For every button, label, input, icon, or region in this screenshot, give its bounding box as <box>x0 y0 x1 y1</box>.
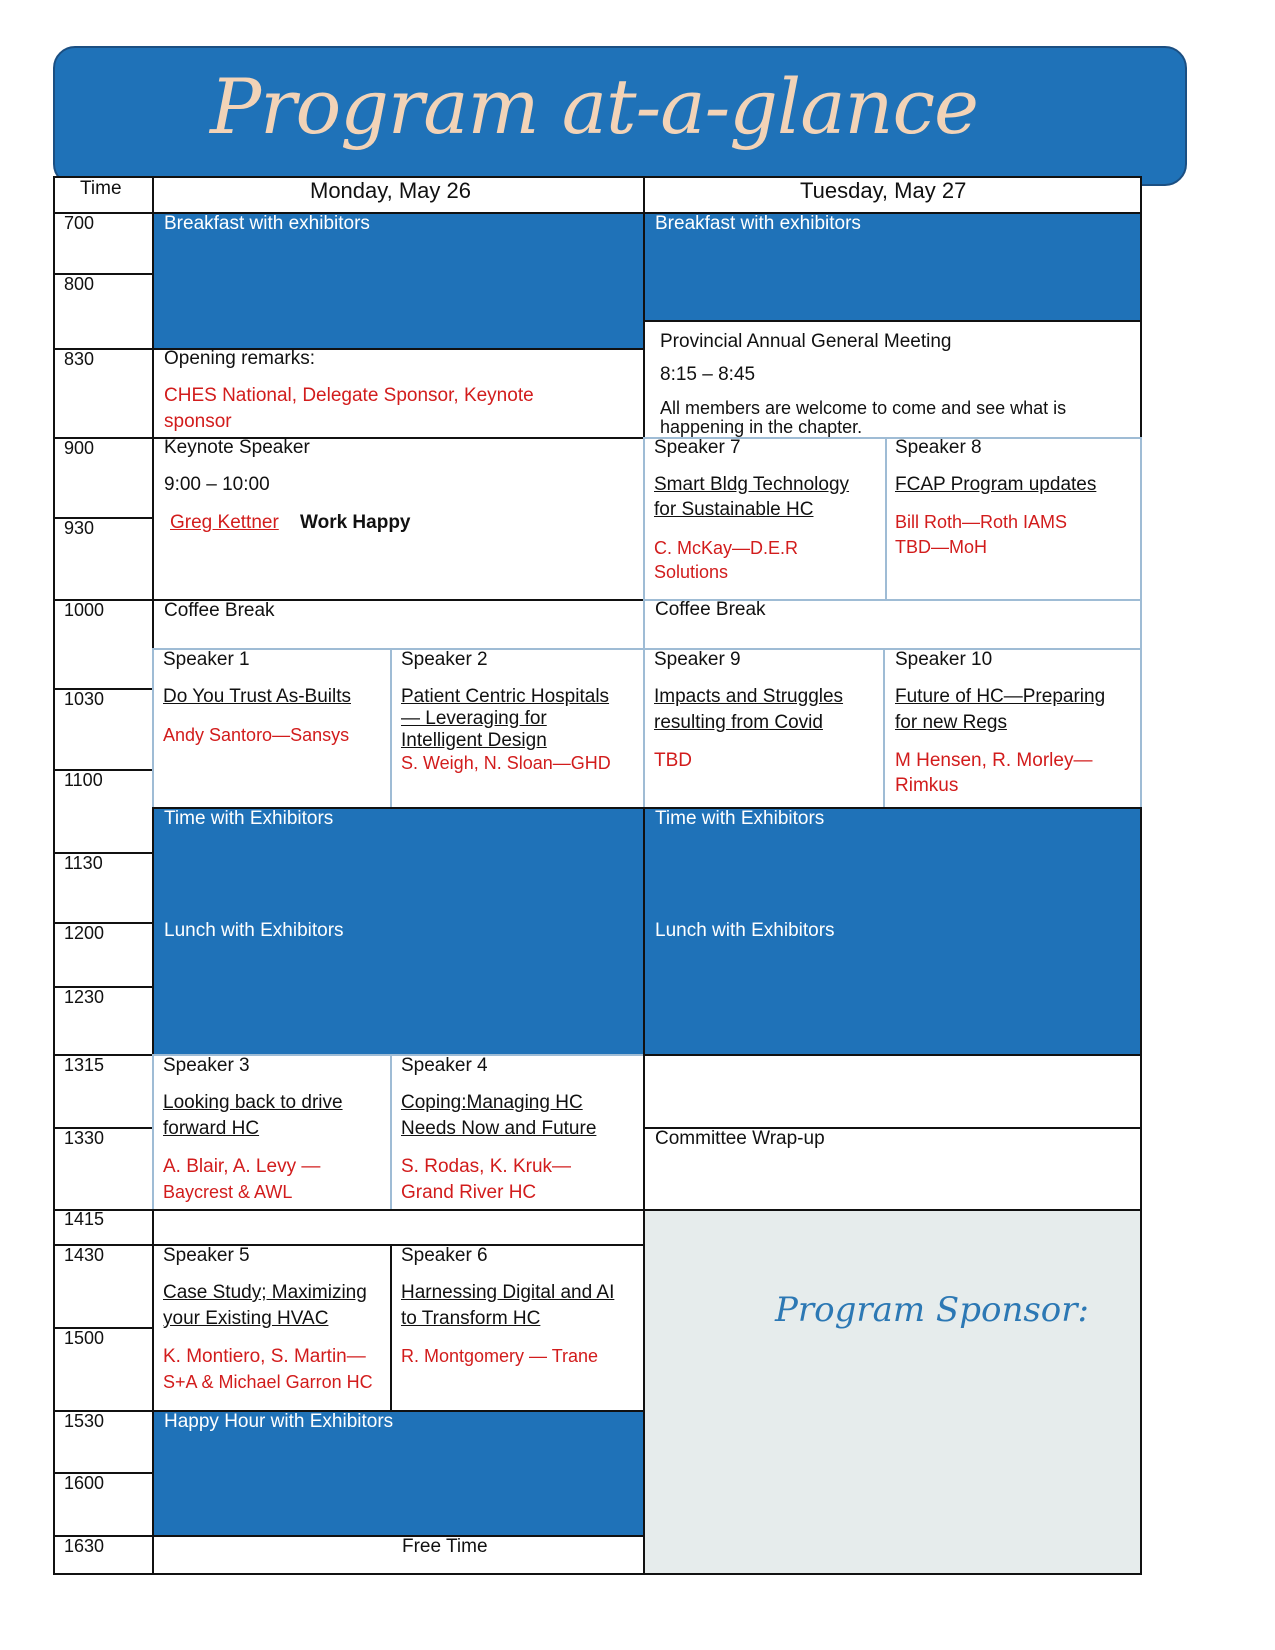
speaker-3-presenter: A. Blair, A. Levy — <box>163 1156 321 1177</box>
speaker-10-presenter: M Hensen, R. Morley— <box>895 750 1093 771</box>
speaker-5-title: Case Study; Maximizing <box>163 1282 367 1303</box>
time-label: 1030 <box>64 689 105 709</box>
speaker-5-title-cont: your Existing HVAC <box>163 1308 329 1329</box>
monday-opening-sponsors: CHES National, Delegate Sponsor, Keynote <box>164 385 534 406</box>
time-label: 1130 <box>64 853 103 873</box>
speaker-5-label: Speaker 5 <box>163 1245 250 1266</box>
speaker-6-title: Harnessing Digital and AI <box>401 1282 615 1303</box>
speaker-4-presenter: S. Rodas, K. Kruk— <box>401 1156 572 1177</box>
speaker-9-presenter: TBD <box>654 750 692 771</box>
time-header-label: Time <box>80 178 122 199</box>
agm-note-cont: happening in the chapter. <box>660 417 863 437</box>
speaker-5-presenter-cont: S+A & Michael Garron HC <box>163 1372 373 1392</box>
free-time-block <box>152 1535 645 1575</box>
speaker-2-title-cont: — Leveraging for <box>401 708 547 729</box>
time-label: 1430 <box>64 1245 105 1265</box>
speaker-4-title-cont: Needs Now and Future <box>401 1118 597 1139</box>
speaker-3-title-cont: forward HC <box>163 1118 260 1139</box>
speaker-10-label: Speaker 10 <box>895 649 993 670</box>
time-label: 830 <box>64 349 95 369</box>
speaker-8-label: Speaker 8 <box>895 437 982 458</box>
speaker-5-presenter: K. Montiero, S. Martin— <box>163 1346 366 1367</box>
tuesday-exhibitors-label: Time with Exhibitors <box>655 808 825 829</box>
program-sponsor-block <box>643 1209 1142 1575</box>
time-label: 1630 <box>64 1536 105 1556</box>
agm-time: 8:15 – 8:45 <box>660 364 756 385</box>
monday-coffee-label: Coffee Break <box>164 600 275 621</box>
time-label: 700 <box>64 213 95 233</box>
tuesday-breakfast-label: Breakfast with exhibitors <box>655 213 861 234</box>
time-label: 930 <box>64 518 95 538</box>
free-time-label: Free Time <box>402 1536 488 1557</box>
tuesday-1315-block <box>643 1054 1142 1129</box>
speaker-4-title: Coping:Managing HC <box>401 1092 583 1113</box>
speaker-6-label: Speaker 6 <box>401 1245 488 1266</box>
time-label: 1315 <box>64 1055 105 1075</box>
speaker-9-title-cont: resulting from Covid <box>654 712 823 733</box>
time-label: 800 <box>64 274 95 294</box>
monday-opening-title: Opening remarks: <box>164 348 316 369</box>
monday-opening-sponsors-cont: sponsor <box>164 411 232 432</box>
monday-exhibitors-label: Time with Exhibitors <box>164 808 334 829</box>
page-title: Program at-a-glance <box>210 62 979 151</box>
keynote-speaker: Greg Kettner <box>170 512 279 533</box>
time-label: 1415 <box>64 1209 105 1229</box>
speaker-2-title: Patient Centric Hospitals <box>401 686 610 707</box>
keynote-topic: Work Happy <box>300 512 411 533</box>
speaker-6-title-cont: to Transform HC <box>401 1308 541 1329</box>
speaker-1-presenter: Andy Santoro—Sansys <box>163 725 350 745</box>
time-label: 1500 <box>64 1328 105 1348</box>
speaker-4-presenter-cont: Grand River HC <box>401 1182 537 1203</box>
tuesday-lunch-label: Lunch with Exhibitors <box>655 920 835 941</box>
speaker-10-title: Future of HC—Preparing <box>895 686 1106 707</box>
speaker-9-label: Speaker 9 <box>654 649 741 670</box>
monday-lunch-label: Lunch with Exhibitors <box>164 920 344 941</box>
keynote-time: 9:00 – 10:00 <box>164 474 270 495</box>
monday-header-label: Monday, May 26 <box>310 178 472 203</box>
time-label: 900 <box>64 438 95 458</box>
tuesday-header-label: Tuesday, May 27 <box>800 178 967 203</box>
agm-note: All members are welcome to come and see what is <box>660 398 1067 418</box>
committee-wrapup-label: Committee Wrap-up <box>655 1128 825 1149</box>
time-label: 1100 <box>64 770 103 790</box>
speaker-8-presenter: Bill Roth—Roth IAMS <box>895 512 1068 532</box>
monday-breakfast-label: Breakfast with exhibitors <box>164 213 370 234</box>
speaker-2-label: Speaker 2 <box>401 649 488 670</box>
speaker-7-title-cont: for Sustainable HC <box>654 499 814 520</box>
speaker-10-presenter-cont: Rimkus <box>895 775 959 796</box>
speaker-7-presenter-cont: Solutions <box>654 562 729 582</box>
speaker-3-title: Looking back to drive <box>163 1092 343 1113</box>
speaker-3-presenter-cont: Baycrest & AWL <box>163 1182 293 1202</box>
tuesday-coffee-label: Coffee Break <box>655 599 766 620</box>
speaker-2-title-cont: Intelligent Design <box>401 730 547 751</box>
time-label: 1530 <box>64 1411 105 1431</box>
agm-title: Provincial Annual General Meeting <box>660 331 952 352</box>
time-label: 1000 <box>64 600 105 620</box>
speaker-3-label: Speaker 3 <box>163 1055 250 1076</box>
speaker-7-title: Smart Bldg Technology <box>654 474 850 495</box>
happy-hour-label: Happy Hour with Exhibitors <box>164 1411 394 1432</box>
speaker-8-presenter-cont: TBD—MoH <box>895 537 988 557</box>
speaker-9-title: Impacts and Struggles <box>654 686 844 707</box>
monday-1415-block <box>152 1209 645 1246</box>
speaker-4-label: Speaker 4 <box>401 1055 488 1076</box>
speaker-8-title: FCAP Program updates <box>895 474 1097 495</box>
time-label: 1330 <box>64 1128 105 1148</box>
speaker-6-presenter: R. Montgomery — Trane <box>401 1346 599 1366</box>
time-label: 1230 <box>64 987 105 1007</box>
speaker-7-label: Speaker 7 <box>654 437 741 458</box>
keynote-title: Keynote Speaker <box>164 437 310 458</box>
time-label: 1200 <box>64 923 105 943</box>
speaker-1-title: Do You Trust As-Builts <box>163 686 351 707</box>
program-sponsor-label: Program Sponsor: <box>775 1290 1089 1330</box>
time-label: 1600 <box>64 1473 105 1493</box>
speaker-10-title-cont: for new Regs <box>895 712 1007 733</box>
speaker-2-presenter: S. Weigh, N. Sloan—GHD <box>401 753 611 773</box>
speaker-1-label: Speaker 1 <box>163 649 250 670</box>
speaker-7-presenter: C. McKay—D.E.R <box>654 538 799 558</box>
